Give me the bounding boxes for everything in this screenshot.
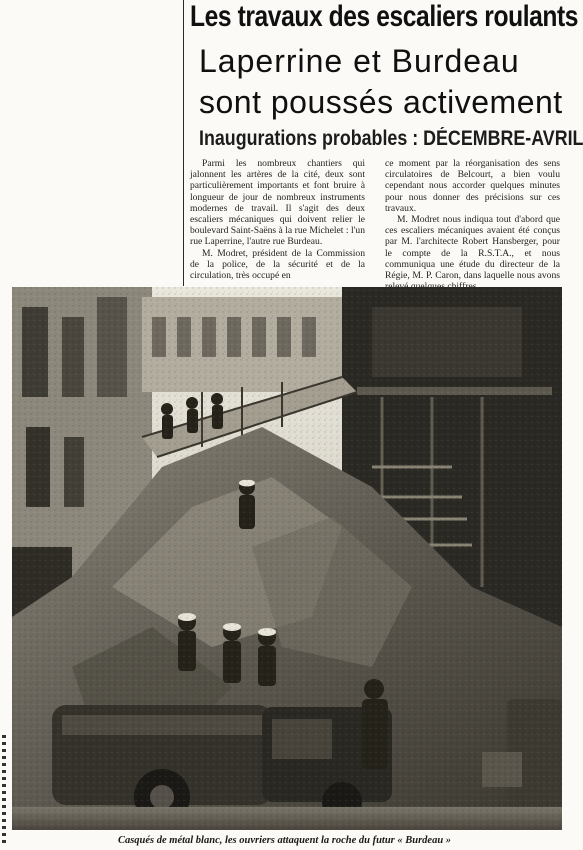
article-paragraph: Parmi les nombreux chantiers qui jalonnent les artères de la cité, deux sont particulièrement importants et font bruire à longueur de jour de nombreux instruments modernes de travail. Il s'agit des deux escaliers mécaniques qui doivent relier le boulevard Saint-Saëns à la rue Michelet : l'un rue Laperrine, l'autre rue Burdeau. [190,158,365,248]
construction-site-photo [12,287,562,830]
perforation-marks [2,735,6,845]
headline-line-3: sont poussés activement [199,84,563,120]
article-paragraph: M. Modret, président de la Commission de la police, de la sécurité et de la circulation, très occupé en [190,247,365,282]
subheadline: Inaugurations probables : DÉCEMBRE-AVRIL [199,127,583,150]
article-column-1 [190,158,365,281]
article-paragraph: M. Modret nous indiqua tout d'abord que ces escaliers mécaniques avaient été conçus par M. l'architecte Robert Hansberger, pour le compte de la R.S.T.A., et nous communiqua une étude du directeur de la Régie, M. P. Caron, dans laquelle nous avons [385,214,560,282]
headline-line-1: Les travaux des escaliers roulants [190,0,579,33]
article-paragraph: ce moment par la réorganisation des sens circulatoires de Belcourt, a bien voulu cependant nous accorder quelques minutes pour nous donner des précisions sur ces travaux. [385,158,560,214]
headline-line-2: Laperrine et Burdeau [199,43,520,79]
column-rule [183,0,184,286]
article-body [190,158,560,286]
article-column-2 [385,158,560,292]
photo-caption: Casqués de métal blanc, les ouvriers attaquent la roche du futur « Burdeau » [117,835,452,846]
